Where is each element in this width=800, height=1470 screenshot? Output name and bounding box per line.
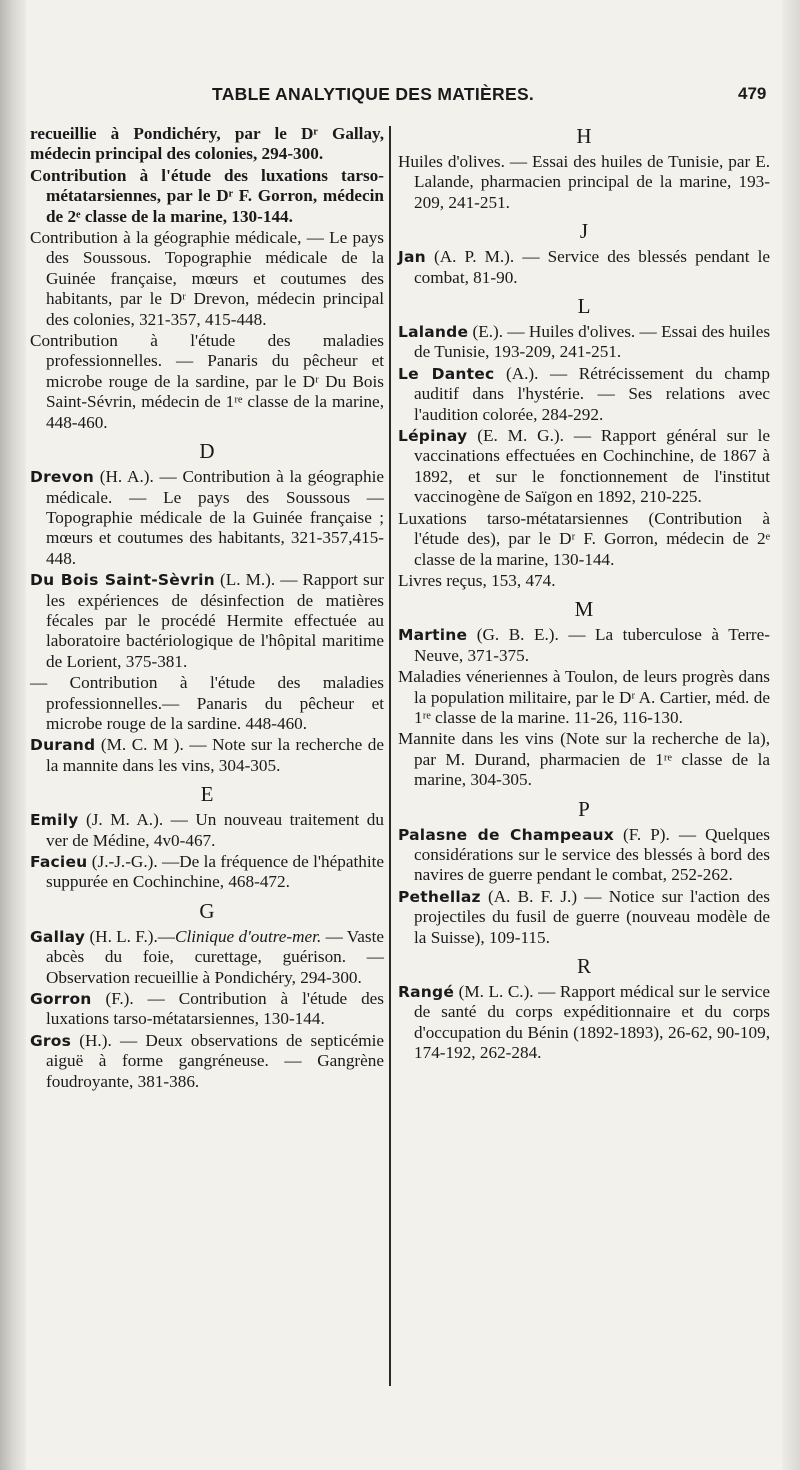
index-entry: Mannite dans les vins (Note sur la recherche de la), par M. Durand, pharmacien de 1ʳᵉ classe de la marine, 304-305. (398, 729, 770, 790)
author-name: Du Bois Saint-Sèvrin (30, 571, 215, 590)
index-entry: Contribution à l'étude des maladies professionnelles. — Panaris du pêcheur et microbe rouge de la sardine, par le Dʳ Du Bois Saint-Sévrin, médecin de 1ʳᵉ classe de la marine, 448-460. (30, 331, 384, 432)
index-entry: Lépinay (E. M. G.). — Rapport général sur le vaccinations effectuées en Cochinchine, de 1867 à 1892, et sur le fonctionnement de l'institut vaccinogène de Saïgon en 1892, 210-225. (398, 426, 771, 507)
index-entry: Contribution à l'étude des luxations tarso-métatarsiennes, par le Dʳ F. Gorron, médecin de 2ᵉ classe de la marine, 130-144. (30, 165, 384, 226)
section-letter-p: P (578, 796, 590, 821)
section-letter-r: R (576, 954, 591, 978)
section-letter-j: J (579, 219, 589, 244)
running-head (0, 84, 800, 108)
column-rule (389, 126, 391, 1386)
left-column (30, 124, 384, 1093)
page-edge (782, 0, 800, 1470)
author-name: Martine (398, 626, 468, 645)
section-letter-l: L (577, 294, 591, 319)
index-entry: Luxations tarso-métatarsiennes (Contribution à l'étude des), par le Dʳ F. Gorron, médecin de 2ᵉ classe de la marine, 130-144. (398, 508, 770, 569)
index-entry: Du Bois Saint-Sèvrin (L. M.). — Rapport sur les expériences de désinfection de matières fécales par le procédé Hermite effectuée au laboratoire bactériologique de l'hôpital maritime de Lorient, 375-381. (30, 570, 385, 671)
index-entry: Contribution à la géographie médicale, — Le pays des Soussous. Topographie médicale de la Guinée française, mœurs et coutumes des habitants, par le Dʳ Drevon, médecin principal des colonies, 321-357, 415-448. (30, 228, 384, 329)
section-letter-m: M (574, 597, 594, 622)
section-letter-g: G (199, 898, 215, 923)
index-entry: Gallay (H. L. F.).—Clinique d'outre-mer. — Vaste abcès du foie, curettage, guérison. — Observation recueillie à Pondichéry, 294-300. (30, 926, 385, 987)
author-name: Jan (398, 248, 426, 267)
author-name: Palasne de Champeaux (398, 825, 614, 844)
index-entry: Gorron (F.). — Contribution à l'étude des luxations tarso-métatarsiennes, 130-144. (30, 989, 384, 1029)
index-entry: Le Dantec (A.). — Rétrécissement du champ auditif dans l'hystérie. — Ses relations avec l'audition colorée, 284-292. (398, 363, 771, 424)
index-entry: Huiles d'olives. — Essai des huiles de Tunisie, par E. Lalande, pharmacien principal de la marine, 193-209, 241-251. (398, 152, 770, 212)
index-entry-continued: recueillie à Pondichéry, par le Dʳ Gallay, médecin principal des colonies, 294-300. (30, 124, 384, 164)
index-entry: Livres reçus, 153, 474. (398, 570, 556, 590)
author-name: Gorron (30, 990, 92, 1009)
author-name: Lépinay (398, 427, 468, 446)
author-name: Rangé (398, 983, 455, 1001)
index-entry: Pethellaz (A. B. F. J.) — Notice sur l'action des projectiles du fusil de guerre (nouveau modèle de la Suisse), 109-115. (398, 886, 770, 947)
index-entry: Drevon (H. A.). — Contribution à la géographie médicale. — Le pays des Soussous — Topographie médicale de la Guinée française ; mœurs et coutumes des habitants, 321-357,415-448. (30, 467, 384, 568)
section-letter-d: D (199, 439, 215, 464)
author-name: Gallay (30, 927, 86, 946)
section-letter-e: E (200, 782, 214, 807)
page-gutter-shadow (0, 0, 26, 1470)
index-entry: Facieu (J.-J.-G.). —De la fréquence de l'hépathite suppurée en Cochinchine, 468-472. (30, 852, 385, 892)
index-entry: Palasne de Champeaux (F. P). — Quelques considérations sur le service des blessés à bord des navires de guerre pendant le combat, 252-262. (398, 824, 771, 885)
index-entry: Gros (H.). — Deux observations de septicémie aiguë à forme gangréneuse. — Gangrène foudroyante, 381-386. (30, 1030, 384, 1091)
index-entry: Jan (A. P. M.). — Service des blessés pendant le combat, 81-90. (398, 247, 771, 287)
page-number: 479 (738, 84, 767, 103)
index-entry: Lalande (E.). — Huiles d'olives. — Essai des huiles de Tunisie, 193-209, 241-251. (398, 322, 771, 362)
right-column (398, 124, 770, 1065)
section-letter-h: H (576, 124, 592, 148)
index-entry: Rangé (M. L. C.). — Rapport médical sur le service de santé du corps expéditionnaire et du corps d'occupation du Bénin (1892-1893), 26-62, 90-109, 174-192, 262-284. (398, 982, 770, 1063)
index-entry: — Contribution à l'étude des maladies professionnelles.— Panaris du pêcheur et microbe rouge de la sardine. 448-460. (30, 673, 384, 733)
author-name: Lalande (398, 323, 469, 342)
index-entry: Martine (G. B. E.). — La tuberculose à Terre-Neuve, 371-375. (398, 625, 771, 665)
index-entry: Durand (M. C. M ). — Note sur la recherche de la mannite dans les vins, 304-305. (30, 735, 385, 775)
author-name: Gros (30, 1031, 72, 1050)
running-title: TABLE ANALYTIQUE DES MATIÈRES. (212, 84, 535, 104)
author-name: Drevon (30, 468, 95, 487)
author-name: Le Dantec (398, 364, 495, 383)
author-name: Pethellaz (398, 887, 481, 906)
author-name: Facieu (30, 853, 88, 871)
index-entry: Emily (J. M. A.). — Un nouveau traitement du ver de Médine, 4v0-467. (30, 810, 384, 850)
author-name: Durand (30, 736, 96, 755)
author-name: Emily (30, 811, 79, 830)
index-entry: Maladies véneriennes à Toulon, de leurs progrès dans la population militaire, par le Dʳ A. Cartier, méd. de 1ʳᵉ classe de la marine. 11-26, 116-130. (398, 667, 770, 727)
